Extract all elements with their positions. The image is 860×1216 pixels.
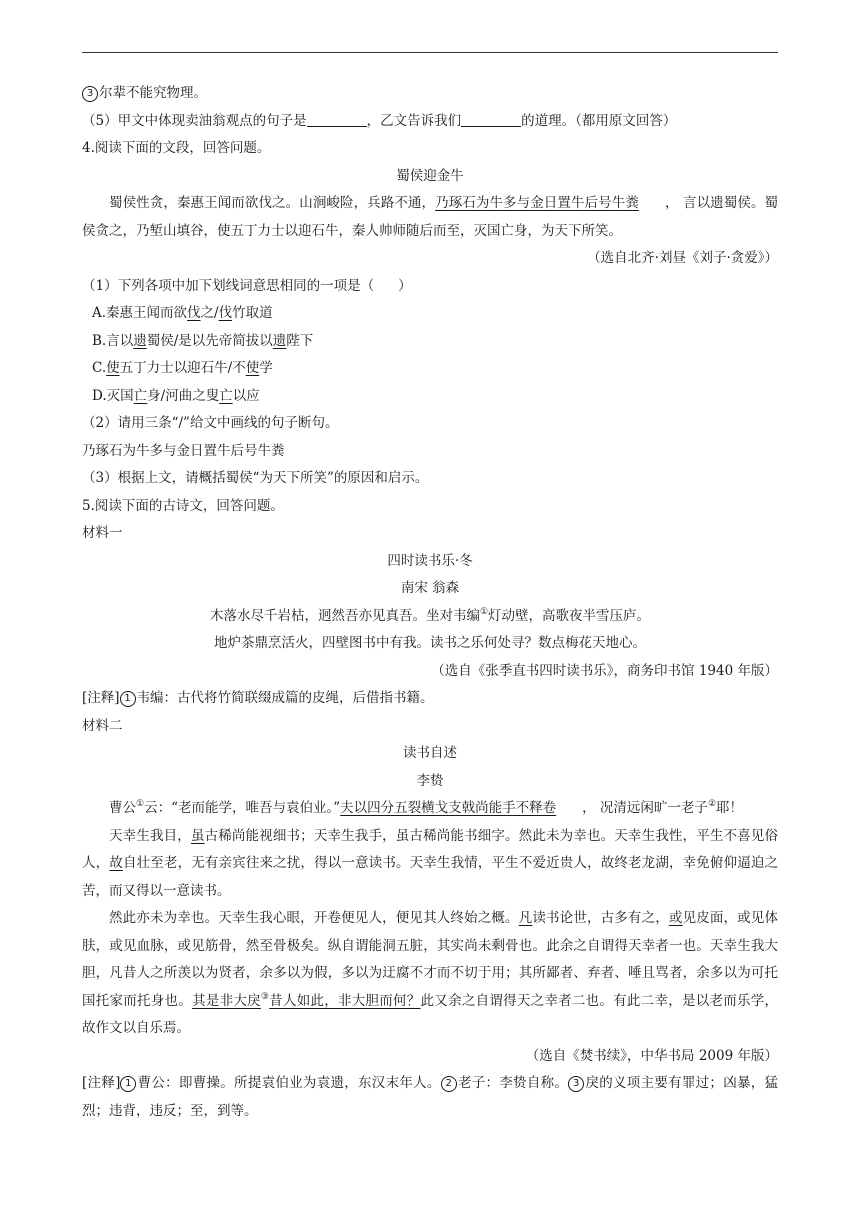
section-5-heading: 5.阅读下面的古诗文，回答问题。 <box>82 497 284 514</box>
document-page <box>82 80 778 1125</box>
underlined-sentence: 昔人如此，非大胆而何？ <box>269 992 421 1009</box>
poem-line-1: 木落水尽千岩枯，迥然吾亦见真吾。坐对韦编①灯动壁，高歌夜半雪压庐。 <box>209 606 651 624</box>
prose-paragraph-1: 曹公①云：“老而能学，唯吾与袁伯业。”夫以四分五裂横戈支戟尚能手不释卷 ， 况清远闲旷一老子②耶！ <box>109 799 744 816</box>
prose-source: （选自《焚书续》，中华书局 2009 年版） <box>525 1047 778 1064</box>
q3-item-3: 3 尔辈不能究物理。 <box>82 80 778 108</box>
note-1: [注释] 1 韦编：古代将竹简联缀成篇的皮绳，后借指书籍。 <box>82 690 434 706</box>
passage-source: （选自北齐·刘昼《刘子·贪爱》） <box>587 250 778 266</box>
question-5: （5）甲文中体现卖油翁观点的句子是 ，乙文告诉我们 的道理。（都用原文回答） <box>82 112 677 129</box>
section-4-heading: 4.阅读下面的文段，回答问题。 <box>82 140 271 156</box>
passage-title: 蜀侯迎金牛 <box>396 167 464 184</box>
question-4-2: （2）请用三条“/”给文中画线的句子断句。 <box>82 415 339 431</box>
note-2: [注释] 1 曹公：即曹操。所提袁伯业为袁遗，东汉末年人。 2 老子：李贽自称。 3 戾的义项主要有罪过；凶暴，猛烈；违背，违反；至，到等。 <box>82 1075 779 1119</box>
prose-paragraph-2: 天幸生我目，虽古稀尚能视细书；天幸生我手，虽古稀尚能书细字。然此未为幸也。天幸生我性，平生不喜见俗人，故自壮至老，无有亲宾往来之扰，得以一意读书。天幸生我情，平生不爱近贵人，故终老龙湖，幸免俯仰逼迫之苦，而又得以一意读书。 <box>82 827 779 899</box>
underlined-sentence: 乃琢石为牛多与金日置牛后号牛粪 <box>435 195 639 211</box>
answer-blank[interactable] <box>307 112 367 127</box>
prose-author: 李贽 <box>416 772 444 789</box>
circled-number: 3 <box>82 86 98 102</box>
option-c: C.使五丁力士以迎石牛/不使学 <box>92 360 273 376</box>
poem-source: （选自《张季直书四时读书乐》，商务印书馆 1940 年版） <box>431 662 778 679</box>
material-1-label: 材料一 <box>82 525 123 541</box>
question-4-3: （3）根据上文，请概括蜀侯“为天下所笑”的原因和启示。 <box>82 470 429 486</box>
passage-paragraph: 蜀侯性贪，秦惠王闻而欲伐之。山涧峻险，兵路不通，乃琢石为牛多与金日置牛后号牛粪 ， 言以遗蜀侯。蜀侯贪之，乃堑山填谷，使五丁力士以迎石牛，秦人帅师随后而至，灭国亡身，为天下所笑。 <box>82 195 779 239</box>
poem-title: 四时读书乐·冬 <box>387 552 473 569</box>
poem-line-2: 地炉茶鼎烹活火，四壁图书中有我。读书之乐何处寻？数点梅花天地心。 <box>214 635 646 651</box>
material-2-label: 材料二 <box>82 717 123 734</box>
answer-blank[interactable] <box>461 112 521 127</box>
option-a: A.秦惠王闻而欲伐之/伐竹取道 <box>92 305 273 321</box>
question-4-1: （1）下列各项中加下划线词意思相同的一项是（ ） <box>82 277 412 294</box>
option-d: D.灭国亡身/河曲之叟亡以应 <box>92 387 260 404</box>
option-b: B.言以遗蜀侯/是以先帝简拔以遗陛下 <box>92 332 314 349</box>
sentence-to-punctuate: 乃琢石为牛多与金日置牛后号牛粪 <box>82 442 285 459</box>
header-rule <box>82 52 778 53</box>
prose-paragraph-3: 然此亦未为幸也。天幸生我心眼，开卷便见人，便见其人终始之概。凡读书论世，古多有之，或见皮面，或见体肤，或见血脉，或见筋骨，然至骨极矣。纵自谓能洞五脏，其实尚未剩骨也。此余之自谓得天幸者一也。天幸生我大胆，凡昔人之所羡以为贤者，余多以为假，多以为迂腐不才而不切于用；其所鄙者、弃者、唾且骂者，余多以为可托国托家而托身也。其是非大戾③昔人如此，非大胆而何？此又余之自谓得天之幸者二也。有此二幸，是以老而乐学，故作文以自乐焉。 <box>82 910 779 1036</box>
poem-author: 南宋 翁森 <box>400 580 460 596</box>
underlined-sentence: 其是非大戾 <box>192 992 261 1009</box>
underlined-sentence: 夫以四分五裂横戈支戟尚能手不释卷 <box>340 800 557 816</box>
prose-title: 读书自述 <box>403 745 457 761</box>
